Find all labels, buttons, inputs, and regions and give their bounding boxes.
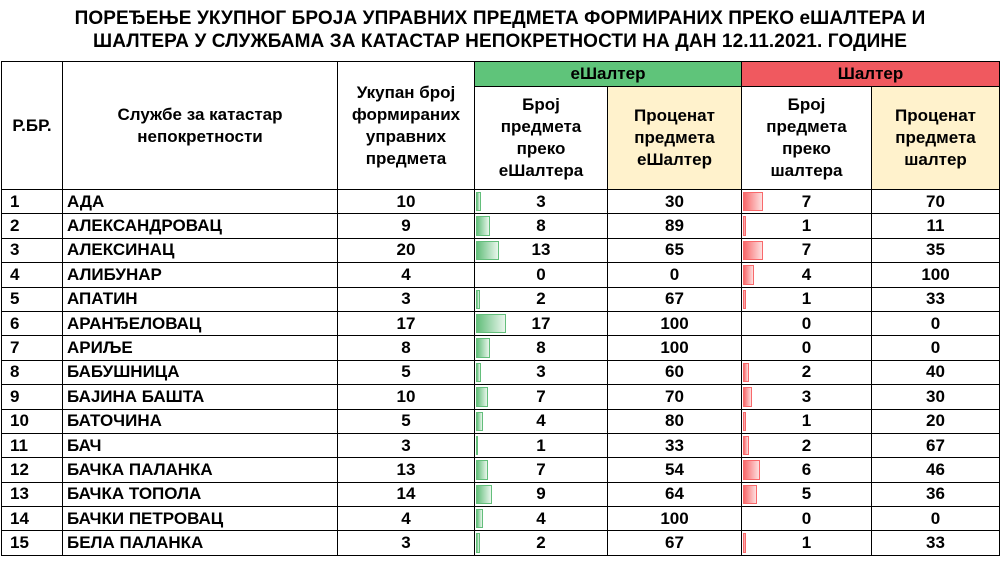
cell-s-pct: 36	[872, 482, 1000, 506]
cell-e-pct: 80	[608, 409, 742, 433]
cell-s-pct: 0	[872, 507, 1000, 531]
header-office: Службе за катастар непокретности	[63, 62, 338, 190]
shalter-data-bar	[743, 363, 749, 382]
s-count-value: 1	[801, 411, 812, 431]
cell-s-count	[742, 336, 872, 360]
header-total: Укупан број формираних управних предмета	[338, 62, 475, 190]
cell-rb: 12	[2, 458, 63, 482]
cell-office: АПАТИН	[63, 287, 338, 311]
eshalter-data-bar	[476, 338, 490, 357]
cell-rb: 13	[2, 482, 63, 506]
cell-e-pct: 100	[608, 507, 742, 531]
header-s-count: Број предмета преко шалтера	[742, 87, 872, 190]
cell-e-pct: 100	[608, 336, 742, 360]
cell-office: БАТОЧИНА	[63, 409, 338, 433]
cell-total: 4	[338, 507, 475, 531]
report-title	[0, 0, 1000, 61]
cell-office: АЛЕКСИНАЦ	[63, 238, 338, 262]
eshalter-data-bar	[476, 485, 492, 504]
s-count-value: 0	[801, 338, 812, 358]
table-row	[2, 287, 1000, 311]
cell-s-pct: 20	[872, 409, 1000, 433]
e-count-value: 4	[536, 508, 546, 528]
table-row	[2, 409, 1000, 433]
cell-s-count	[742, 190, 872, 214]
cell-e-count	[475, 214, 608, 238]
cell-e-pct: 0	[608, 263, 742, 287]
cell-s-pct: 100	[872, 263, 1000, 287]
header-s-pct: Проценат предмета шалтер	[872, 87, 1000, 190]
cell-rb: 11	[2, 433, 63, 457]
cell-e-count	[475, 360, 608, 384]
e-count-value: 7	[536, 459, 546, 479]
table-row	[2, 385, 1000, 409]
cell-total: 3	[338, 433, 475, 457]
s-count-value: 6	[801, 459, 812, 479]
s-count-value: 4	[801, 264, 812, 284]
cell-e-pct: 65	[608, 238, 742, 262]
cell-s-pct: 11	[872, 214, 1000, 238]
eshalter-data-bar	[476, 216, 490, 235]
cell-s-pct: 35	[872, 238, 1000, 262]
cell-s-count	[742, 507, 872, 531]
cell-e-pct: 100	[608, 311, 742, 335]
cell-s-pct: 67	[872, 433, 1000, 457]
s-count-value: 0	[801, 508, 812, 528]
cell-office: АРАНЂЕЛОВАЦ	[63, 311, 338, 335]
cell-e-count	[475, 482, 608, 506]
e-count-value: 1	[536, 435, 546, 455]
cell-total: 13	[338, 458, 475, 482]
shalter-data-bar	[743, 412, 746, 431]
cell-e-count	[475, 238, 608, 262]
cell-rb: 4	[2, 263, 63, 287]
cell-rb: 15	[2, 531, 63, 555]
table-row	[2, 482, 1000, 506]
eshalter-data-bar	[476, 314, 506, 333]
cell-rb: 14	[2, 507, 63, 531]
e-count-value: 8	[536, 216, 546, 236]
shalter-data-bar	[743, 533, 746, 552]
cell-s-count	[742, 385, 872, 409]
header-rb: Р.БР.	[2, 62, 63, 190]
e-count-value: 8	[536, 338, 546, 358]
cell-e-count	[475, 311, 608, 335]
table-row	[2, 190, 1000, 214]
cell-office: АЛЕКСАНДРОВАЦ	[63, 214, 338, 238]
cell-e-pct: 60	[608, 360, 742, 384]
shalter-data-bar	[743, 192, 763, 211]
cell-s-pct: 0	[872, 311, 1000, 335]
cell-e-count	[475, 458, 608, 482]
cell-s-pct: 0	[872, 336, 1000, 360]
cell-office: БАБУШНИЦА	[63, 360, 338, 384]
cell-office: АЛИБУНАР	[63, 263, 338, 287]
cell-rb: 8	[2, 360, 63, 384]
cell-e-pct: 54	[608, 458, 742, 482]
cell-total: 3	[338, 287, 475, 311]
cell-rb: 1	[2, 190, 63, 214]
shalter-data-bar	[743, 290, 746, 309]
cell-total: 3	[338, 531, 475, 555]
cell-office: БАЈИНА БАШТА	[63, 385, 338, 409]
cell-total: 20	[338, 238, 475, 262]
shalter-data-bar	[743, 485, 757, 504]
cell-s-count	[742, 263, 872, 287]
cell-s-count	[742, 458, 872, 482]
cell-s-pct: 33	[872, 287, 1000, 311]
s-count-value: 5	[801, 484, 812, 504]
shalter-data-bar	[743, 216, 746, 235]
cell-e-pct: 64	[608, 482, 742, 506]
eshalter-data-bar	[476, 533, 480, 552]
table-row	[2, 336, 1000, 360]
shalter-data-bar	[743, 241, 763, 260]
cell-e-count	[475, 190, 608, 214]
eshalter-data-bar	[476, 363, 481, 382]
shalter-data-bar	[743, 387, 752, 406]
e-count-value: 4	[536, 411, 546, 431]
cell-e-pct: 89	[608, 214, 742, 238]
cell-e-count	[475, 507, 608, 531]
cell-rb: 6	[2, 311, 63, 335]
table-row	[2, 238, 1000, 262]
s-count-value: 1	[801, 289, 812, 309]
table-row	[2, 311, 1000, 335]
s-count-value: 7	[801, 191, 812, 211]
cell-s-pct: 33	[872, 531, 1000, 555]
header-e-count: Број предмета преко еШалтера	[475, 87, 608, 190]
cell-e-count	[475, 531, 608, 555]
eshalter-data-bar	[476, 387, 488, 406]
s-count-value: 3	[801, 386, 812, 406]
cell-total: 14	[338, 482, 475, 506]
eshalter-data-bar	[476, 460, 488, 479]
cell-office: БАЧКА ПАЛАНКА	[63, 458, 338, 482]
cell-e-count	[475, 336, 608, 360]
cell-s-count	[742, 311, 872, 335]
cell-total: 17	[338, 311, 475, 335]
cell-office: БАЧКИ ПЕТРОВАЦ	[63, 507, 338, 531]
s-count-value: 1	[801, 216, 812, 236]
cell-total: 8	[338, 336, 475, 360]
cell-e-pct: 67	[608, 531, 742, 555]
table-row	[2, 214, 1000, 238]
cell-s-count	[742, 287, 872, 311]
shalter-data-bar	[743, 436, 749, 455]
table-row	[2, 507, 1000, 531]
cell-s-pct: 30	[872, 385, 1000, 409]
cell-total: 9	[338, 214, 475, 238]
cell-office: БЕЛА ПАЛАНКА	[63, 531, 338, 555]
cell-s-pct: 70	[872, 190, 1000, 214]
s-count-value: 1	[801, 533, 812, 553]
eshalter-data-bar	[476, 412, 483, 431]
title-line-2: ШАЛТЕРА У СЛУЖБАМА ЗА КАТАСТАР НЕПОКРЕТНОСТИ НА ДАН 12.11.2021. ГОДИНЕ	[93, 31, 907, 52]
title-line-1: ПОРЕЂЕЊЕ УКУПНОГ БРОЈА УПРАВНИХ ПРЕДМЕТА ФОРМИРАНИХ ПРЕКО еШАЛТЕРА И	[74, 8, 926, 29]
eshalter-data-bar	[476, 290, 480, 309]
e-count-value: 3	[536, 191, 546, 211]
table-row	[2, 458, 1000, 482]
e-count-value: 13	[531, 240, 551, 260]
cell-office: АРИЉЕ	[63, 336, 338, 360]
eshalter-data-bar	[476, 192, 481, 211]
cell-office: БАЧ	[63, 433, 338, 457]
table-row	[2, 531, 1000, 555]
cell-total: 5	[338, 409, 475, 433]
e-count-value: 2	[536, 289, 546, 309]
cell-s-count	[742, 214, 872, 238]
comparison-table	[1, 61, 1000, 556]
e-count-value: 2	[536, 533, 546, 553]
shalter-data-bar	[743, 460, 760, 479]
shalter-data-bar	[743, 265, 754, 284]
cell-e-count	[475, 287, 608, 311]
cell-s-count	[742, 433, 872, 457]
table-row	[2, 433, 1000, 457]
s-count-value: 2	[801, 362, 812, 382]
header-e-pct: Проценат предмета еШалтер	[608, 87, 742, 190]
cell-s-count	[742, 409, 872, 433]
cell-s-count	[742, 360, 872, 384]
cell-rb: 7	[2, 336, 63, 360]
table-row	[2, 263, 1000, 287]
cell-e-pct: 70	[608, 385, 742, 409]
cell-total: 5	[338, 360, 475, 384]
cell-total: 10	[338, 385, 475, 409]
cell-s-count	[742, 482, 872, 506]
cell-s-pct: 40	[872, 360, 1000, 384]
eshalter-data-bar	[476, 241, 499, 260]
table-row	[2, 360, 1000, 384]
cell-office: АДА	[63, 190, 338, 214]
cell-e-pct: 30	[608, 190, 742, 214]
cell-s-pct: 46	[872, 458, 1000, 482]
cell-e-pct: 33	[608, 433, 742, 457]
e-count-value: 3	[536, 362, 546, 382]
e-count-value: 0	[536, 264, 546, 284]
e-count-value: 9	[536, 484, 546, 504]
cell-e-count	[475, 433, 608, 457]
cell-s-count	[742, 238, 872, 262]
eshalter-data-bar	[476, 436, 478, 455]
s-count-value: 7	[801, 240, 812, 260]
eshalter-data-bar	[476, 509, 483, 528]
s-count-value: 0	[801, 313, 812, 333]
cell-total: 4	[338, 263, 475, 287]
cell-rb: 5	[2, 287, 63, 311]
s-count-value: 2	[801, 435, 812, 455]
cell-rb: 2	[2, 214, 63, 238]
cell-total: 10	[338, 190, 475, 214]
cell-s-count	[742, 531, 872, 555]
cell-e-pct: 67	[608, 287, 742, 311]
cell-rb: 3	[2, 238, 63, 262]
e-count-value: 7	[536, 386, 546, 406]
cell-e-count	[475, 409, 608, 433]
cell-e-count	[475, 263, 608, 287]
header-group-eshalter: еШалтер	[475, 62, 742, 87]
cell-rb: 9	[2, 385, 63, 409]
header-group-shalter: Шалтер	[742, 62, 1000, 87]
cell-e-count	[475, 385, 608, 409]
cell-office: БАЧКА ТОПОЛА	[63, 482, 338, 506]
e-count-value: 17	[531, 313, 551, 333]
cell-rb: 10	[2, 409, 63, 433]
